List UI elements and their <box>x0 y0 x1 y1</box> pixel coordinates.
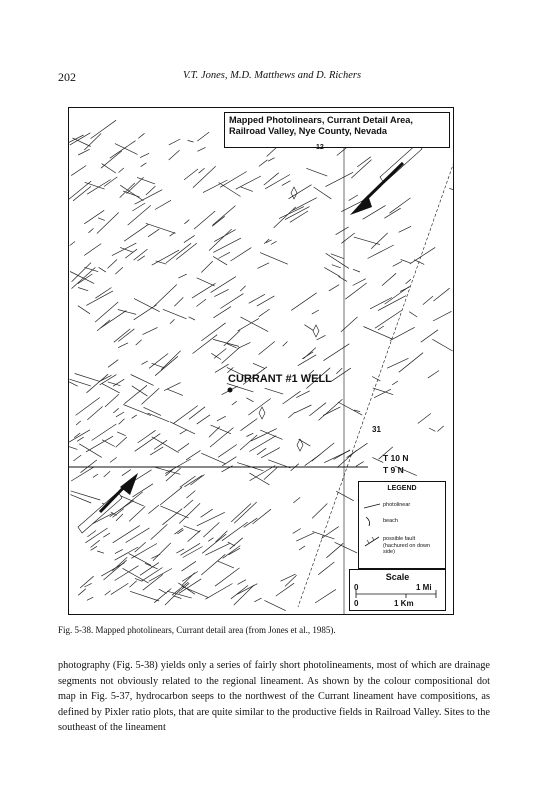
figure-caption: Fig. 5-38. Mapped photolinears, Currant detail area (from Jones et al., 1985). <box>58 625 336 635</box>
scale-mile-end: 1 Mi <box>416 583 432 592</box>
legend-title: LEGEND <box>387 485 417 492</box>
legend <box>358 481 446 569</box>
township-label-bottom: T 9 N <box>383 465 404 475</box>
section-number-top: 12 <box>316 144 324 151</box>
body-text <box>58 658 490 736</box>
page-number: 202 <box>58 70 76 84</box>
map-title-line-1: Mapped Photolinears, Currant Detail Area, <box>229 115 413 125</box>
scale-title: Scale <box>385 572 410 582</box>
scale-km-start: 0 <box>354 599 359 608</box>
scale-bar <box>349 569 446 611</box>
body-paragraph: photography (Fig. 5-38) yields only a series of fairly short photolineaments, most of which are drainage segments not obviously related to the regional lineament. As shown by the colour compositional dot map in Fig. 5-37, hydrocarbon seeps to the northwest of the Currant lineament have compositions, as defined by Pixler ratio plots, that are quite similar to the productive fields in Railroad Valley. Sites to the southeast of the lineament <box>58 660 490 734</box>
well-label: CURRANT #1 WELL <box>228 373 332 385</box>
legend-item-beach: beach <box>383 518 398 524</box>
line-icon <box>363 502 381 510</box>
beach-icon <box>363 515 381 527</box>
running-header: V.T. Jones, M.D. Matthews and D. Richers <box>182 70 362 81</box>
township-label-top: T 10 N <box>383 453 409 463</box>
legend-item-fault: possible fault (hachured on down side) <box>383 536 431 555</box>
scale-km-end: 1 Km <box>394 599 414 608</box>
hachured-fault-icon <box>363 534 381 548</box>
section-number-bottom: 31 <box>372 425 381 434</box>
scale-mile-start: 0 <box>354 583 359 592</box>
well-marker <box>228 388 233 393</box>
legend-item-photolinear: photolinear <box>383 502 411 508</box>
map-title-line-2: Railroad Valley, Nye County, Nevada <box>229 126 387 136</box>
map-title <box>224 112 450 148</box>
